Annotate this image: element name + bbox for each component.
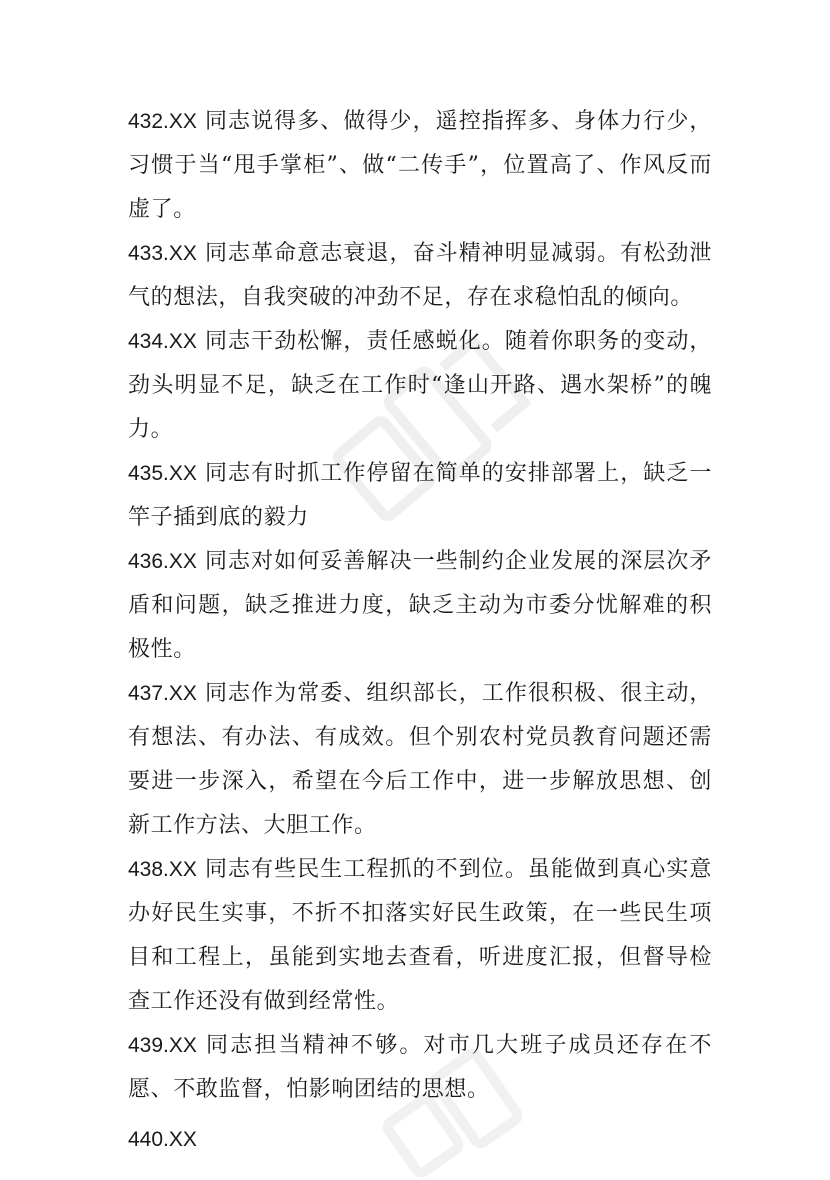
item-number: 440.XX bbox=[128, 1128, 197, 1151]
list-item-438 bbox=[128, 848, 712, 1024]
list-item-434 bbox=[128, 320, 712, 452]
item-number: 438.XX bbox=[128, 858, 197, 881]
item-text: 同志对如何妥善解决一些制约企业发展的深层次矛盾和问题，缺乏推进力度，缺乏主动为市委分忧解难的积极性。 bbox=[128, 549, 712, 662]
item-text: 同志说得多、做得少，遥控指挥多、身体力行少，习惯于当“甩手掌柜”、做“二传手”，位置高了、作风反而虚了。 bbox=[128, 109, 712, 222]
item-number: 432.XX bbox=[128, 110, 197, 133]
list-item-436 bbox=[128, 540, 712, 672]
item-number: 434.XX bbox=[128, 330, 197, 353]
item-text: 同志有时抓工作停留在简单的安排部署上，缺乏一竿子插到底的毅力 bbox=[128, 461, 712, 530]
item-text: 同志作为常委、组织部长，工作很积极、很主动，有想法、有办法、有成效。但个别农村党员教育问题还需要进一步深入，希望在今后工作中，进一步解放思想、创新工作方法、大胆工作。 bbox=[128, 681, 712, 838]
item-number: 433.XX bbox=[128, 242, 197, 265]
item-number: 437.XX bbox=[128, 682, 197, 705]
item-number: 436.XX bbox=[128, 550, 197, 573]
item-number: 439.XX bbox=[128, 1034, 197, 1057]
item-text: 同志干劲松懈，责任感蜕化。随着你职务的变动，劲头明显不足，缺乏在工作时“逢山开路、遇水架桥”的魄力。 bbox=[128, 329, 712, 442]
item-text: 同志革命意志衰退，奋斗精神明显减弱。有松劲泄气的想法，自我突破的冲劲不足，存在求稳怕乱的倾向。 bbox=[128, 241, 712, 310]
document-body bbox=[128, 100, 712, 1162]
item-text: 同志有些民生工程抓的不到位。虽能做到真心实意办好民生实事，不折不扣落实好民生政策，在一些民生项目和工程上，虽能到实地去查看，听进度汇报，但督导检查工作还没有做到经常性。 bbox=[128, 857, 712, 1014]
list-item-432 bbox=[128, 100, 712, 232]
list-item-435 bbox=[128, 452, 712, 540]
list-item-440 bbox=[128, 1118, 712, 1162]
list-item-433 bbox=[128, 232, 712, 320]
list-item-439 bbox=[128, 1024, 712, 1112]
item-text: 同志担当精神不够。对市几大班子成员还存在不愿、不敢监督，怕影响团结的思想。 bbox=[128, 1033, 712, 1102]
item-number: 435.XX bbox=[128, 462, 197, 485]
list-item-437 bbox=[128, 672, 712, 848]
